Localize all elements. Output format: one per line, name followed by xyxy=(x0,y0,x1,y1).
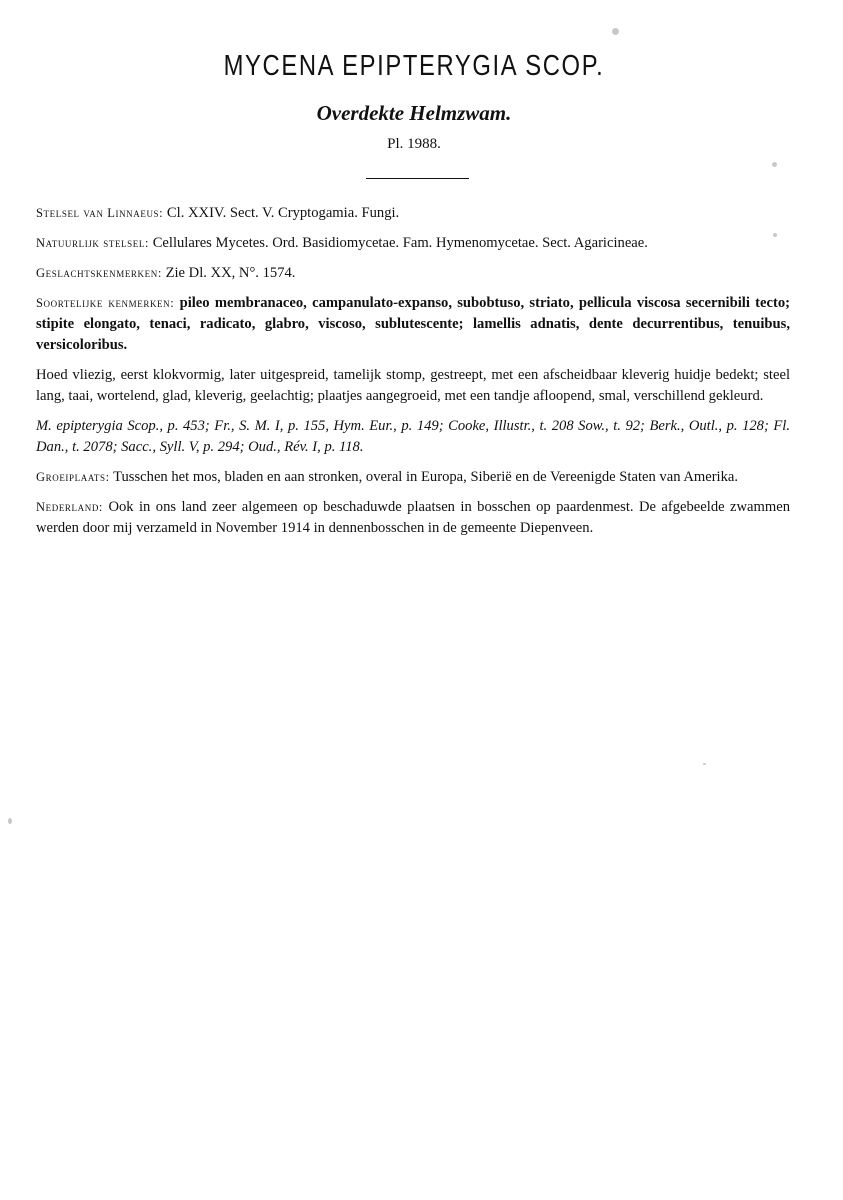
references-text: M. epipterygia Scop., p. 453; Fr., S. M. I, p. 155, Hym. Eur., p. 149; Cooke, Illustr., t. 208 Sow., t. 92; Berk., Outl., p. 128; Fl. Dan., t. 2078; Sacc., Syll. V, p. 294; Oud., Rév. I, p. 118. xyxy=(36,418,790,455)
netherlands-text: Ook in ons land zeer algemeen op beschaduwde plaatsen in bosschen op paardenmest. De afgebeelde zwammen werden door mij verzameld in November 1914 in dennenbosschen in de gemeente Diepenveen. xyxy=(36,499,790,536)
paper-speck xyxy=(773,233,777,237)
body-text xyxy=(36,203,790,548)
description-paragraph xyxy=(36,365,790,407)
document-page xyxy=(36,0,790,1200)
paper-speck xyxy=(612,28,619,35)
references-paragraph xyxy=(36,416,790,458)
natural-system-text: Cellulares Mycetes. Ord. Basidiomycetae. Fam. Hymenomycetae. Sect. Agaricineae. xyxy=(152,235,648,251)
netherlands-label: Nederland: xyxy=(36,500,103,514)
common-name: Overdekte Helmzwam. xyxy=(316,101,512,125)
linnaeus-label: Stelsel van Linnaeus: xyxy=(36,206,164,220)
habitat-label: Groeiplaats: xyxy=(36,470,110,484)
species-text: pileo membranaceo, campanulato-expanso, subobtuso, striato, pellicula viscosa secernibili tecto; stipite elongato, tenaci, radicato, glabro, viscoso, sublutescente; lamellis adnatis, dente decurrentibus, tenuibus, versicoloribus. xyxy=(36,295,790,353)
genus-text: Zie Dl. XX, N°. 1574. xyxy=(165,265,296,281)
paper-speck xyxy=(8,818,12,824)
title-divider xyxy=(366,178,469,179)
genus-label: Geslachtskenmerken: xyxy=(36,266,162,280)
genus-paragraph xyxy=(36,263,790,284)
species-label: Soortelijke kenmerken: xyxy=(36,296,175,310)
paper-speck xyxy=(772,162,777,167)
paper-speck xyxy=(703,763,706,765)
linnaeus-paragraph xyxy=(36,203,790,224)
habitat-text: Tusschen het mos, bladen en aan stronken, overal in Europa, Siberië en de Vereenigde Staten van Amerika. xyxy=(113,469,739,485)
habitat-paragraph xyxy=(36,467,790,488)
species-paragraph xyxy=(36,293,790,356)
linnaeus-text: Cl. XXIV. Sect. V. Cryptogamia. Fungi. xyxy=(166,205,400,221)
natural-system-paragraph xyxy=(36,233,790,254)
plate-number: Pl. 1988. xyxy=(387,136,441,152)
natural-system-label: Natuurlijk stelsel: xyxy=(36,236,150,250)
description-text: Hoed vliezig, eerst klokvormig, later uitgespreid, tamelijk stomp, gestreept, met een afscheidbaar kleverig huidje bedekt; steel lang, taai, wortelend, glad, kleverig, geelachtig; plaatjes aangegroeid, met een tandje afloopend, smal, verschillend gekleurd. xyxy=(36,367,790,404)
netherlands-paragraph xyxy=(36,497,790,539)
species-title: MYCENA EPIPTERYGIA SCOP. xyxy=(223,50,605,82)
